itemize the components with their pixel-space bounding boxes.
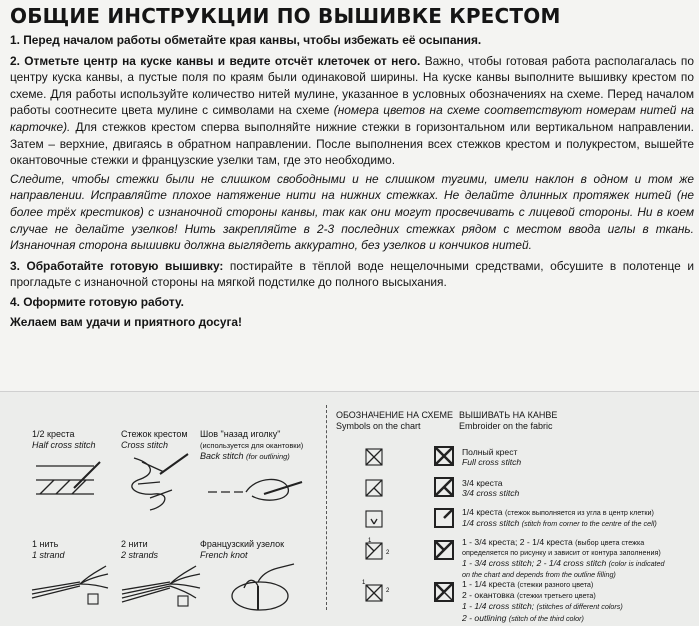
combo-note-en: (color is indicated [608,559,665,569]
french-knot-caption [200,539,284,561]
full-cross-fabric-icon [434,446,454,468]
full-cross-label-ru: Полный крест [462,447,518,457]
outline-label-ru: 1 - 1/4 креста [462,579,515,589]
legend-row-three-quarter-quarter [462,537,694,580]
back-stitch-illustration [206,472,306,512]
quarter-symbol [365,510,385,530]
symbol-label-1b: 1 [362,580,366,586]
outline-label-ru-2: 2 - окантовка [462,590,515,601]
full-cross-label-en: Full cross stitch [462,457,522,468]
closing-wish-text: Желаем вам удачи и приятного досуга! [10,314,242,329]
instructions-section [10,4,694,330]
three-quarter-symbol [365,479,385,499]
legend-row-full-cross [462,447,521,467]
step-3-text: постирайте в тёплой воде нещелочными средствами, обсушите в полотенце и прогладьте с изнаночной стороны на мягкой подстилке до полного высыхания. [10,258,694,290]
combo-note-ru-2: определяется по рисунку и зависит от контура заполнения) [462,548,661,558]
cross-stitch-illustration [124,454,194,514]
outline-label-en-2: 2 - outlining [462,612,507,623]
back-stitch-note-en: (for outlining) [246,452,290,461]
outline-note-en-2: (stitch of the third color) [508,613,584,623]
outline-label-en: 1 - 1/4 cross stitch; [462,601,535,612]
one-strand-caption [32,539,65,561]
symbol-label-2: 2 [386,550,390,556]
legend-header-chart-ru: ОБОЗНАЧЕНИЕ НА СХЕМЕ [336,410,454,420]
cross-stitch-label-en: Cross stitch [121,440,169,450]
quarter-outline-fabric-icon [434,582,454,604]
three-quarter-label-ru: 3/4 креста [462,478,503,488]
three-quarter-quarter-symbol [362,540,398,564]
step-2-text-2: Для стежков крестом сперва выполняйте нижние стежки в горизонтальном или вертикальном направлении. Затем – верхние, двигаясь в обратном направлении. После выполнения всех стежков крестом и полукрестом, вышейте окантовочные стежки и французские узелки там, где это необходимо. [10,119,694,168]
three-quarter-label-en: 3/4 cross stitch [462,488,520,499]
step-1-text: 1. Перед началом работы обметайте края канвы, чтобы избежать её осыпания. [10,33,482,47]
half-cross-label-en: Half cross stitch [32,440,96,450]
step-3-heading: 3. Обработайте готовую вышивку: [10,258,224,273]
step-4 [10,294,694,311]
quarter-outline-symbol [362,582,398,606]
three-quarter-fabric-icon [434,477,454,499]
one-strand-illustration [30,564,110,614]
legend-header-chart-en: Symbols on the chart [336,421,421,431]
cross-stitch-caption [121,429,188,451]
step-2-note: (номера цветов на схеме соответствуют номерам нитей на карточке). [10,103,694,134]
stitch-guide-panel [0,391,699,626]
quarter-fabric-icon [434,508,454,530]
half-cross-label-ru: 1/2 креста [32,429,75,439]
french-knot-label-ru: Французский узелок [200,539,285,549]
combo-label-en: 1 - 3/4 cross stitch; 2 - 1/4 cross stitch [462,558,607,569]
step-4-text: 4. Оформите готовую работу. [10,294,184,309]
combo-note-ru: (выбор цвета стежка [575,538,645,547]
step-3 [10,258,694,291]
legend-row-quarter [462,507,657,529]
back-stitch-caption [200,429,320,462]
legend-header-fabric-ru: ВЫШИВАТЬ НА КАНВЕ [459,410,558,420]
page-title: ОБЩИЕ ИНСТРУКЦИИ ПО ВЫШИВКЕ КРЕСТОМ [10,4,561,28]
outline-note-en: (stitches of different colors) [536,602,623,612]
back-stitch-label-ru: Шов "назад иголку" [200,429,281,439]
symbol-label-1: 1 [368,538,372,544]
care-note: Следите, чтобы стежки были не слишком свободными и не слишком тугими, имели наклон в одном и том же направлении. Исправляйте плохое натяжение нити на нижних стежках. Не делайте длинных протяжек нитей (не более трёх крестиков) с изнаночной стороны канвы, так как они могут просвечивать с лицевой стороны. Ни в коем случае не делайте узелков! Нить закрепляйте в 2-3 последних стежках рядом с местом ввода иглы в ткань. Изнаночная сторона вышивки должна выглядеть аккуратно, без узелков и кончиков нитей. [10,171,694,253]
half-cross-caption [32,429,96,451]
back-stitch-label-en: Back stitch [200,451,244,461]
closing-wish [10,314,694,331]
symbol-label-2b: 2 [386,588,390,594]
legend-row-three-quarter [462,478,519,498]
french-knot-illustration [214,564,304,616]
back-stitch-note-ru: (используется для окантовки) [200,441,304,450]
step-2 [10,53,694,169]
two-strands-label-ru: 2 нити [121,539,148,549]
legend-header-fabric [459,410,557,432]
legend-header-fabric-en: Embroider on the fabric [459,421,553,431]
step-2-heading: 2. Отметьте центр на куске канвы и ведите отсчёт клеточек от него. [10,53,421,68]
one-strand-label-en: 1 strand [32,550,65,560]
quarter-label-en: 1/4 cross stitch [462,518,520,529]
combo-note-en-2: on the chart and depends from the outline filling) [462,569,616,579]
two-strands-caption [121,539,158,561]
quarter-note-ru: (стежок выполняется из угла в центр клетки) [504,508,654,517]
french-knot-label-en: French knot [200,550,248,560]
three-quarter-quarter-fabric-icon [434,540,454,562]
outline-note-ru-2: (стежки третьего цвета) [516,591,596,601]
two-strands-illustration [120,564,204,614]
quarter-label-ru: 1/4 креста [462,507,503,517]
half-cross-illustration [34,458,104,514]
two-strands-label-en: 2 strands [121,550,159,560]
full-cross-symbol [365,448,385,468]
panel-divider [326,405,327,610]
one-strand-label-ru: 1 нить [32,539,59,549]
legend-header-chart [336,410,453,432]
cross-stitch-label-ru: Стежок крестом [121,429,188,439]
quarter-note-en: (stitch from corner to the centre of the cell) [521,519,657,529]
legend-row-quarter-outline [462,579,694,624]
combo-label-ru: 1 - 3/4 креста; 2 - 1/4 креста [462,537,573,547]
step-1 [10,32,694,49]
step-2-text: Важно, чтобы готовая работа располагалась по центру куска канвы, а пустые поля по краям были одинаковой ширины. На куске канвы выполните вышивку крестом по схеме. Для работы используйте количество нитей мулине, указанное в условных обозначениях на схеме. Перед началом работы соотнесите цвета мулине с символами на схеме [10,53,694,118]
outline-note-ru: (стежки разного цвета) [517,580,594,589]
